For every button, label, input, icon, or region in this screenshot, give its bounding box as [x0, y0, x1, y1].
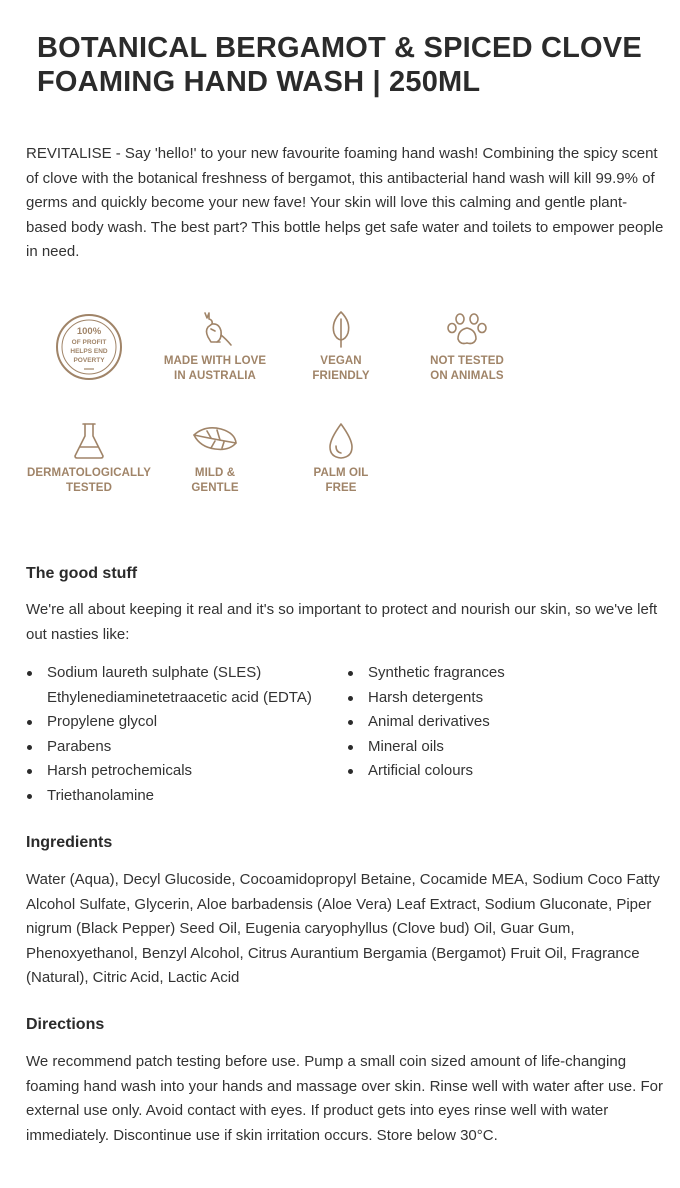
badge-profit-seal: [24, 305, 154, 389]
leaf-icon: [321, 309, 361, 349]
badge-made-in-australia: [150, 309, 280, 384]
list-item: Harsh detergents: [347, 686, 505, 711]
badge-label-line-2: TESTED: [66, 482, 112, 494]
seal-text-3: HELPS END: [70, 348, 108, 355]
badge-not-tested-on-animals: [402, 309, 532, 384]
list-item: Propylene glycol: [26, 710, 312, 735]
badge-dermatologically-tested: [24, 421, 154, 496]
badge-label-line-2: ON ANIMALS: [430, 370, 504, 382]
excluded-ingredients-left: [26, 661, 312, 809]
list-item: Artificial colours: [347, 759, 505, 784]
ingredients-text: Water (Aqua), Decyl Glucoside, Cocoamidopropyl Betaine, Cocamide MEA, Sodium Coco Fatty Alcohol Sulfate, Glycerin, Aloe barbadensis (Aloe Vera) Leaf Extract, Sodium Gluconate, Piper nigrum (Black Pepper) Seed Oil, Eugenia caryophyllus (Clove bud) Oil, Guar Gum, Phenoxyethanol, Benzyl Alcohol, Citrus Aurantium Bergamia (Bergamot) Fruit Oil, Fragrance (Natural), Citric Acid, Lactic Acid: [26, 871, 660, 986]
badge-label-line-2: GENTLE: [191, 482, 239, 494]
feather-icon: [191, 421, 239, 461]
seal-text-1: 100%: [76, 326, 102, 337]
flask-icon: [69, 421, 109, 461]
badge-label-line-1: MILD &: [194, 467, 236, 479]
product-title-line-1: BOTANICAL BERGAMOT & SPICED CLOVE: [37, 32, 642, 64]
profit-seal-icon: [24, 305, 154, 389]
badge-label-line-1: NOT TESTED: [430, 355, 504, 367]
list-item: Animal derivatives: [347, 710, 505, 735]
badge-label-line-1: DERMATOLOGICALLY: [26, 467, 152, 479]
seal-text-2: OF PROFIT: [71, 339, 107, 346]
excluded-ingredients-right: [347, 661, 505, 784]
list-item: Sodium laureth sulphate (SLES): [26, 661, 312, 686]
droplet-icon: [321, 421, 361, 461]
list-item: Triethanolamine: [26, 784, 312, 809]
badge-label-line-1: MADE WITH LOVE: [163, 355, 267, 367]
kangaroo-icon: [195, 309, 235, 349]
badge-vegan: [276, 309, 406, 384]
badge-label-line-1: PALM OIL: [313, 467, 369, 479]
product-title-line-2: FOAMING HAND WASH | 250ML: [37, 66, 481, 98]
product-title: [37, 31, 657, 99]
seal-text-4: POVERTY: [73, 357, 105, 364]
badge-label-line-2: FRIENDLY: [312, 370, 370, 382]
list-item: Mineral oils: [347, 735, 505, 760]
paw-icon: [445, 309, 489, 349]
list-item: Ethylenediaminetetraacetic acid (EDTA): [47, 688, 312, 706]
badge-palm-oil-free: [276, 421, 406, 496]
product-description: REVITALISE - Say 'hello!' to your new favourite foaming hand wash! Combining the spicy scent of clove with the botanical freshness of bergamot, this antibacterial hand wash will kill 99.9% of germs and quickly become your new fave! Your skin will love this calming and gentle plant-based body wash. The best part? This bottle helps get safe water and toilets to empower people in need.: [26, 145, 664, 260]
list-item: Harsh petrochemicals: [26, 759, 312, 784]
good-stuff-heading: The good stuff: [26, 565, 138, 582]
badge-mild-gentle: [150, 421, 280, 496]
badge-label-line-1: VEGAN: [320, 355, 362, 367]
good-stuff-intro: We're all about keeping it real and it's so important to protect and nourish our skin, so we've left out nasties like:: [26, 601, 658, 643]
list-item: Parabens: [26, 735, 312, 760]
list-item: Synthetic fragrances: [347, 661, 505, 686]
directions-text: We recommend patch testing before use. Pump a small coin sized amount of life-changing foaming hand wash into your hands and massage over skin. Rinse well with water after use. For external use only. Avoid contact with eyes. If product gets into eyes rinse well with water immediately. Discontinue use if skin irritation occurs. Store below 30°C.: [26, 1053, 663, 1144]
ingredients-heading: Ingredients: [26, 834, 113, 851]
badge-label-line-2: IN AUSTRALIA: [174, 370, 256, 382]
directions-heading: Directions: [26, 1016, 105, 1033]
badge-label-line-2: FREE: [325, 482, 357, 494]
